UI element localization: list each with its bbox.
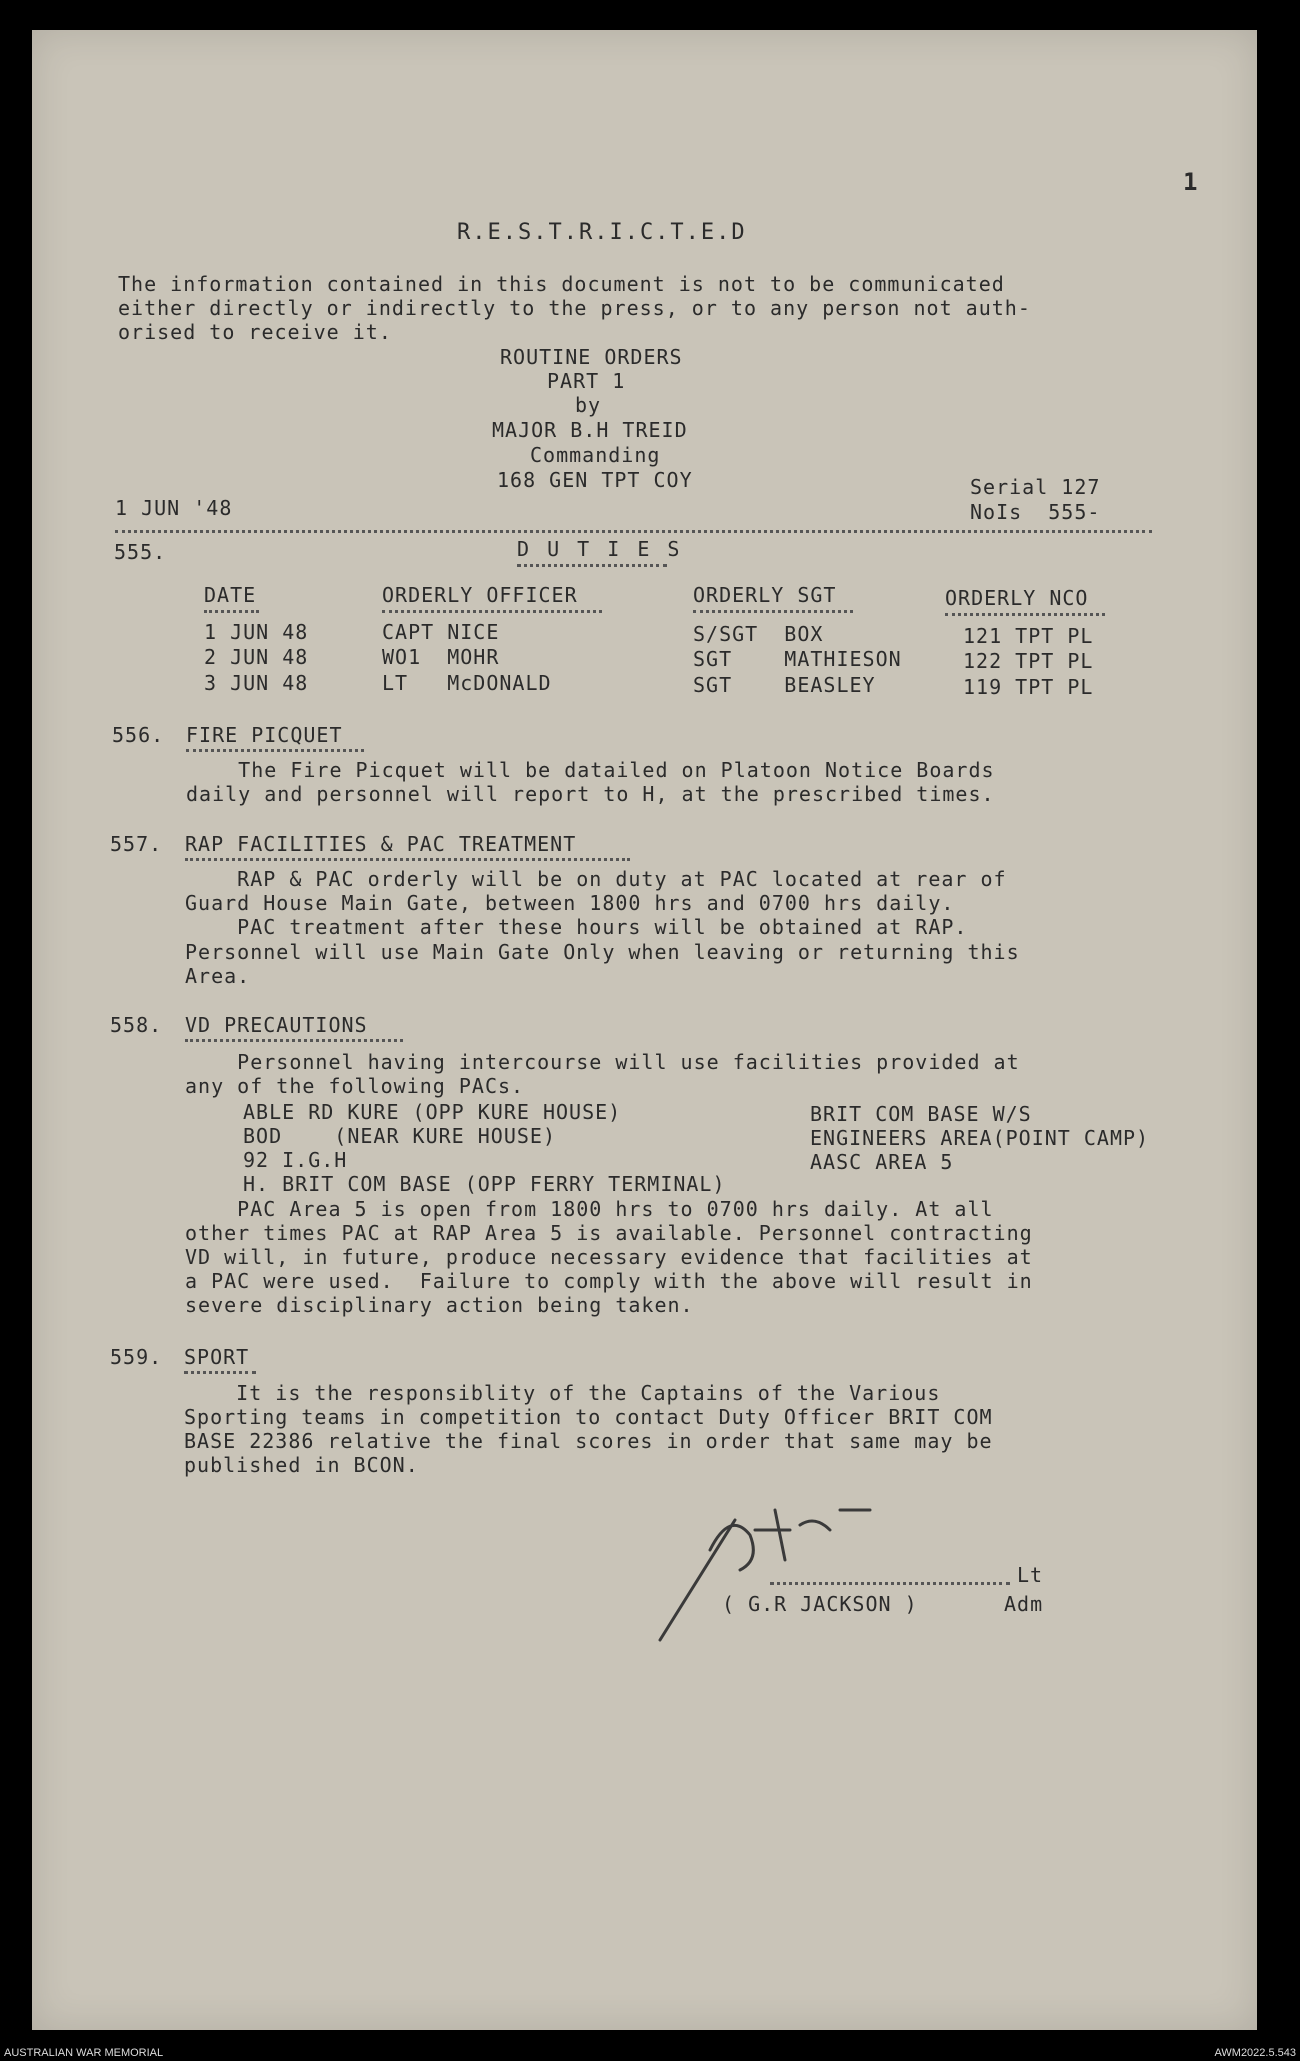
notice-line: either directly or indirectly to the press, or to any person not auth- [118, 296, 1031, 320]
notice-line: The information contained in this document is not to be communicated [118, 272, 1005, 296]
notice-line: orised to receive it. [118, 320, 392, 344]
signature-line [770, 1582, 1010, 1585]
order-date: 1 JUN '48 [115, 496, 233, 520]
heading-underline [185, 858, 630, 861]
pac-location: H. BRIT COM BASE (OPP FERRY TERMINAL) [243, 1172, 726, 1196]
body-line: PAC treatment after these hours will be obtained at RAP. [185, 915, 968, 939]
column-underline [693, 610, 853, 613]
section-heading: SPORT [184, 1345, 250, 1369]
duty-officer: LT McDONALD [382, 671, 552, 695]
pac-location: AASC AREA 5 [810, 1150, 954, 1174]
heading-underline [517, 564, 667, 567]
duty-date: 2 JUN 48 [204, 645, 309, 669]
order-numbers: NoIs 555- [970, 500, 1101, 524]
duty-nco: 122 TPT PL [963, 649, 1094, 673]
officer-role: Commanding [530, 443, 661, 467]
section-heading: RAP FACILITIES & PAC TREATMENT [185, 832, 577, 856]
body-line: Sporting teams in competition to contact Duty Officer BRIT COM [184, 1405, 993, 1429]
separator-line [115, 530, 1152, 533]
body-line: Personnel will use Main Gate Only when leaving or returning this [185, 940, 1020, 964]
by-line: by [575, 393, 602, 417]
body-line: The Fire Picquet will be datailed on Platoon Notice Boards [186, 758, 995, 782]
column-header-nco: ORDERLY NCO [945, 586, 1089, 610]
page-number: 1 [1183, 168, 1198, 196]
footer-reference: AWM2022.5.543 [1214, 2047, 1296, 2059]
handwritten-signature [640, 1490, 1000, 1650]
body-line: any of the following PACs. [185, 1074, 525, 1098]
document-title: ROUTINE ORDERS [500, 345, 683, 369]
section-heading: D U T I E S [517, 537, 683, 561]
signatory-appointment: Adm [1004, 1592, 1044, 1616]
body-line: Personnel having intercourse will use facilities provided at [185, 1050, 1020, 1074]
classification-heading: R.E.S.T.R.I.C.T.E.D [457, 220, 747, 245]
duty-sgt: SGT MATHIESON [693, 647, 902, 671]
heading-underline [184, 1371, 256, 1374]
pac-location: BRIT COM BASE W/S [810, 1102, 1032, 1126]
column-underline [945, 613, 1105, 616]
column-header-sgt: ORDERLY SGT [693, 583, 837, 607]
pac-location: ABLE RD KURE (OPP KURE HOUSE) [243, 1100, 622, 1124]
footer-source: AUSTRALIAN WAR MEMORIAL [4, 2047, 164, 2059]
pac-location: 92 I.G.H [243, 1148, 348, 1172]
body-line: BASE 22386 relative the final scores in order that same may be [184, 1429, 993, 1453]
body-line: It is the responsiblity of the Captains of the Various [184, 1381, 941, 1405]
duty-date: 1 JUN 48 [204, 620, 309, 644]
duty-nco: 119 TPT PL [963, 675, 1094, 699]
duty-officer: CAPT NICE [382, 620, 500, 644]
serial-number: Serial 127 [970, 475, 1101, 499]
duty-officer: WO1 MOHR [382, 645, 500, 669]
section-number: 557. [110, 832, 163, 856]
section-number: 559. [110, 1345, 163, 1369]
column-header-date: DATE [204, 583, 257, 607]
section-heading: VD PRECAUTIONS [185, 1013, 368, 1037]
duty-date: 3 JUN 48 [204, 671, 309, 695]
body-line: PAC Area 5 is open from 1800 hrs to 0700 hrs daily. At all [185, 1197, 994, 1221]
body-line: severe disciplinary action being taken. [185, 1293, 694, 1317]
officer-name: MAJOR B.H TREID [492, 418, 688, 442]
body-line: VD will, in future, produce necessary evidence that facilities at [185, 1245, 1033, 1269]
pac-location: BOD (NEAR KURE HOUSE) [243, 1124, 556, 1148]
body-line: a PAC were used. Failure to comply with the above will result in [185, 1269, 1033, 1293]
body-line: other times PAC at RAP Area 5 is available. Personnel contracting [185, 1221, 1033, 1245]
section-number: 556. [112, 723, 165, 747]
section-number: 558. [110, 1013, 163, 1037]
section-number: 555. [114, 540, 167, 564]
section-heading: FIRE PICQUET [186, 723, 343, 747]
heading-underline [185, 1039, 403, 1042]
column-underline [204, 610, 259, 613]
body-line: daily and personnel will report to H, at the prescribed times. [186, 782, 995, 806]
body-line: Guard House Main Gate, between 1800 hrs and 0700 hrs daily. [185, 891, 955, 915]
signatory-rank: Lt [1017, 1563, 1044, 1587]
body-line: Area. [185, 964, 251, 988]
duty-nco: 121 TPT PL [963, 624, 1094, 648]
document-part: PART 1 [547, 369, 626, 393]
body-line: RAP & PAC orderly will be on duty at PAC located at rear of [185, 867, 1007, 891]
column-underline [382, 610, 602, 613]
column-header-officer: ORDERLY OFFICER [382, 583, 578, 607]
unit-name: 168 GEN TPT COY [497, 468, 693, 492]
archive-footer [0, 2033, 1300, 2061]
duty-sgt: S/SGT BOX [693, 622, 824, 646]
heading-underline [186, 749, 364, 752]
pac-location: ENGINEERS AREA(POINT CAMP) [810, 1126, 1150, 1150]
duty-sgt: SGT BEASLEY [693, 673, 876, 697]
signatory-name: ( G.R JACKSON ) [722, 1592, 918, 1616]
body-line: published in BCON. [184, 1453, 419, 1477]
